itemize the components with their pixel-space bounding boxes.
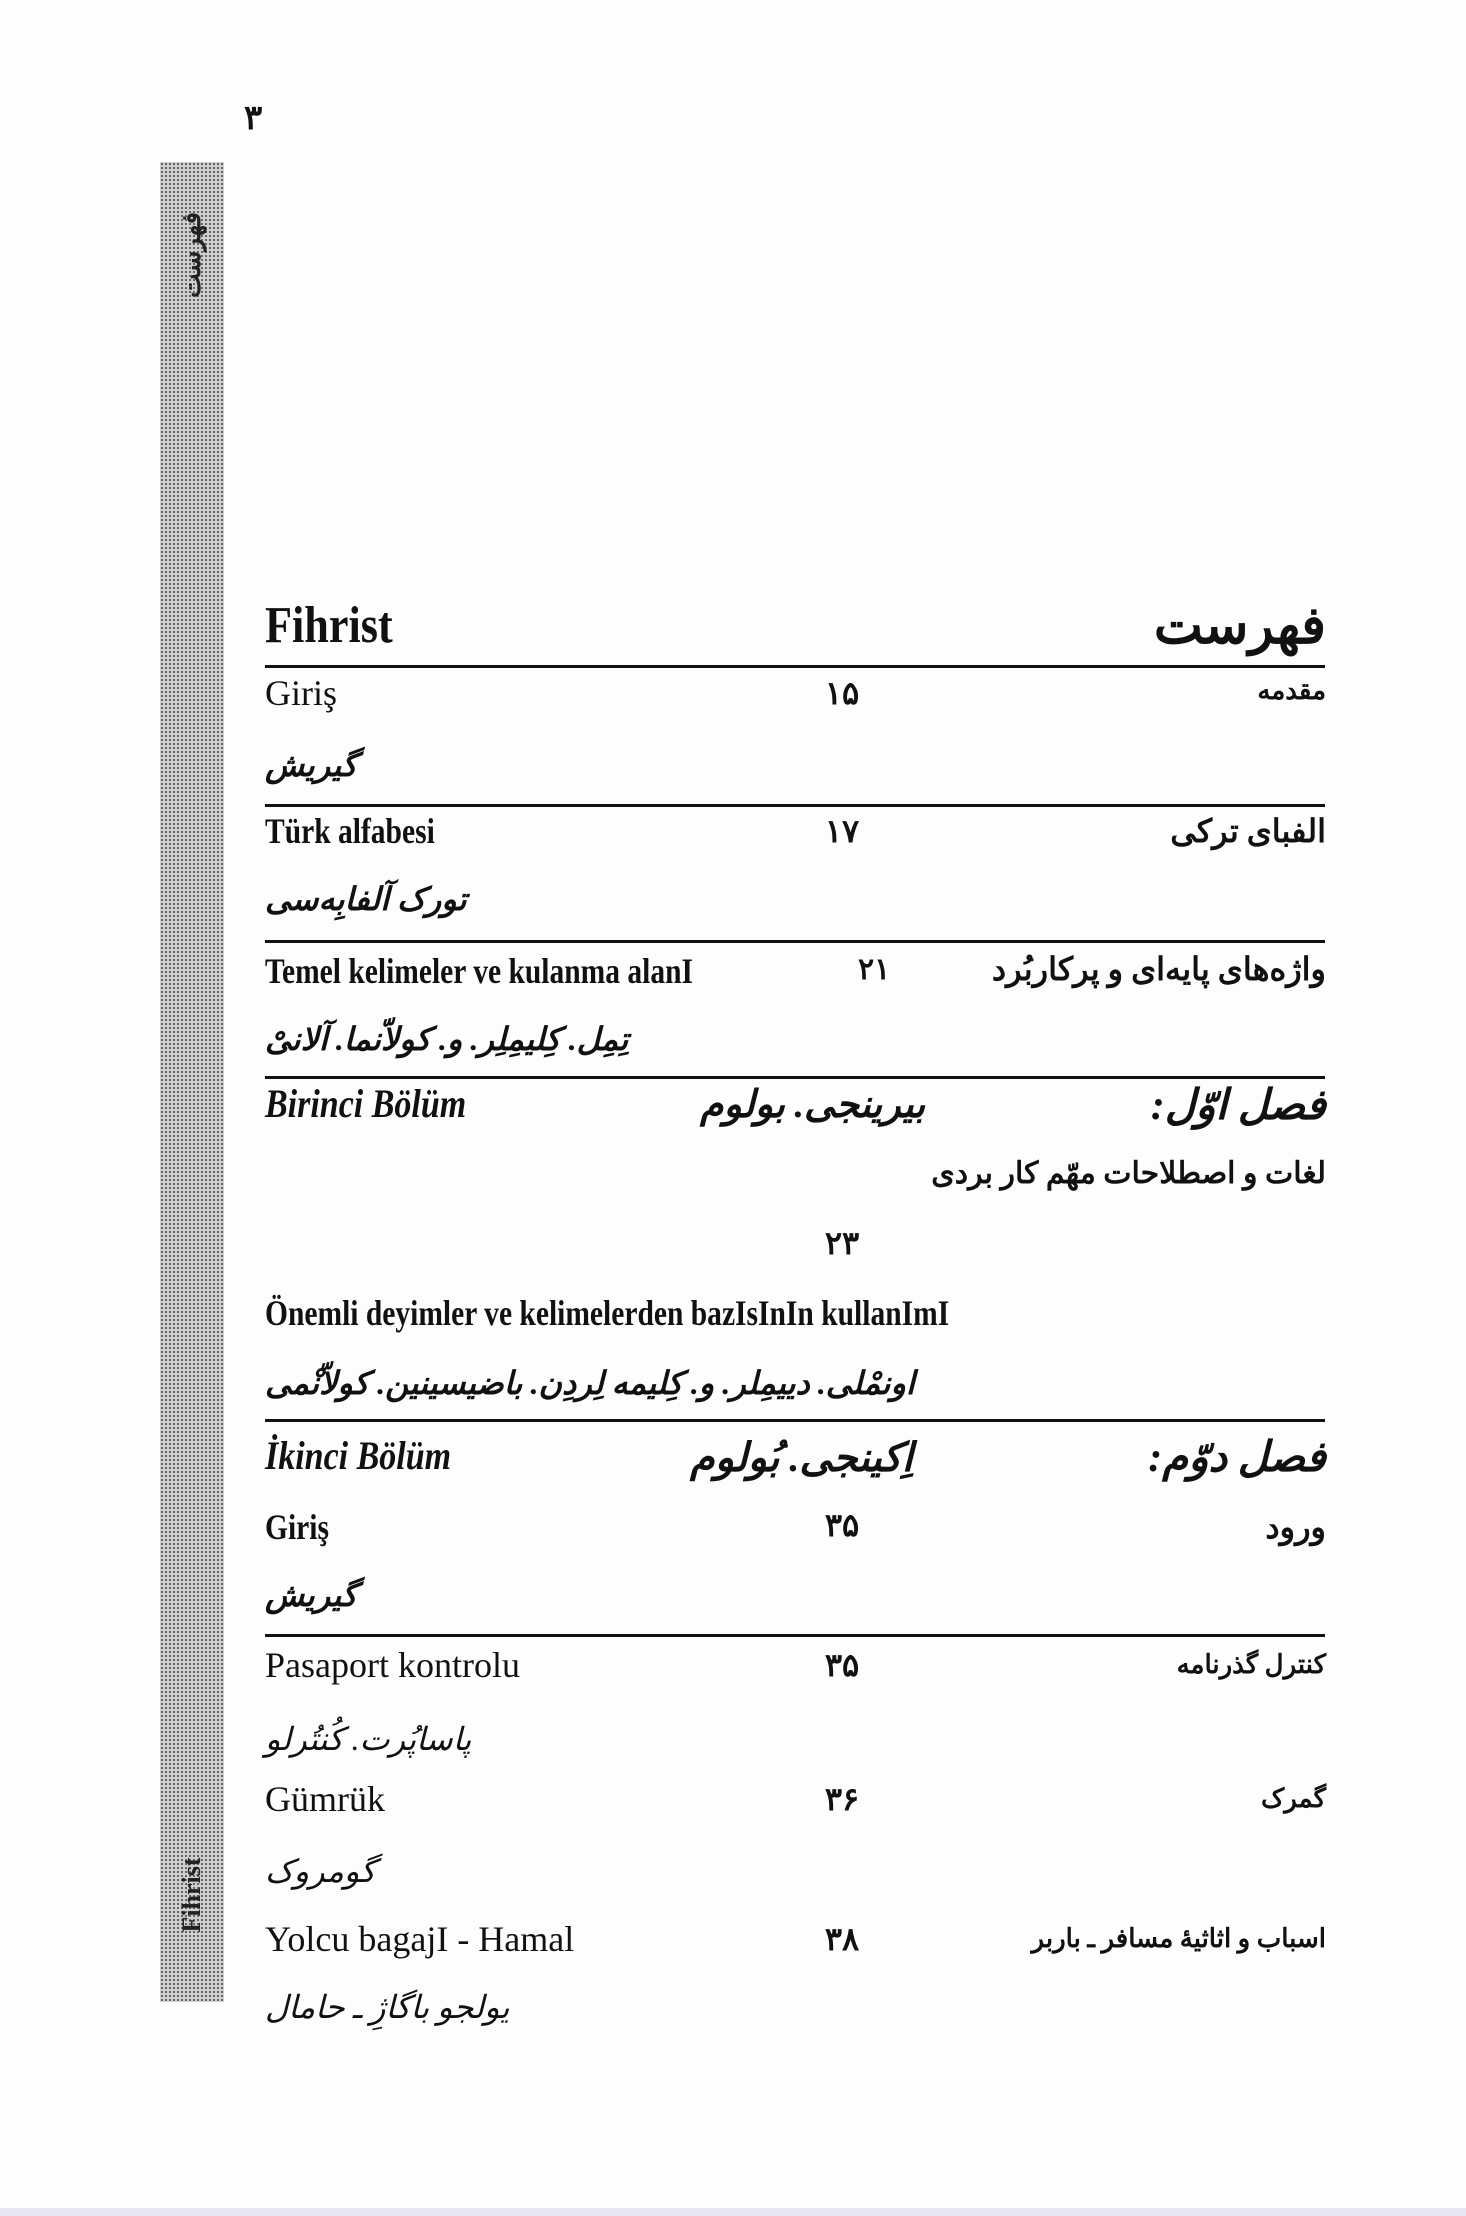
entry-transliteration: پاساپُرت. کُنتُرلو [265,1721,472,1757]
scan-edge [0,2208,1466,2216]
entry-transliteration: گومروک [265,1853,376,1889]
title-persian: فهرست [1153,598,1326,655]
section1-page: ۲۳ [824,1225,860,1261]
entry-turkish: Gümrük [265,1779,385,1819]
entry-persian: ورود [1265,1509,1326,1545]
section1-subtitle-transliteration: اونمْلی. دییمِلر. و. کِلیمه لِردِن. باضیسینین. کولاّنْمی [265,1365,915,1401]
entry-page: ۱۷ [824,813,860,849]
entry-transliteration: یولجو باگاژِ ـ حامال [265,1989,510,2025]
entry-persian: اسباب و اثاثیهٔ مسافر ـ باربر [1031,1924,1326,1953]
divider [265,1419,1325,1422]
sidebar-top-label: فهرست [177,211,206,299]
title-turkish: Fihrist [265,597,393,654]
entry-transliteration: تِمِل. کِلیمِلِر. و. کولاّنما. آلانیْ [265,1021,629,1057]
entry-transliteration: گیریش [265,1577,358,1613]
section2-title-turkish: İkinci Bölüm [265,1433,452,1478]
divider [265,1634,1325,1637]
divider [265,1076,1325,1079]
entry-persian: الفبای ترکی [1170,813,1326,849]
entry-transliteration: گیریش [265,747,358,783]
section1-title-persian: فصل اوّل: [1150,1083,1326,1129]
entry-page: ۳۵ [824,1647,860,1683]
entry-turkish: Giriş [265,673,337,713]
entry-page: ۳۵ [824,1507,860,1543]
section2-title-transliteration: اِکینجی. بُولوم [690,1435,913,1480]
entry-turkish: Giriş [265,1507,329,1547]
entry-page: ۱۵ [824,675,860,711]
entry-persian: مقدمه [1257,676,1326,705]
sidebar-bottom-label: Fihrist [177,1857,206,1933]
entry-turkish: Temel kelimeler ve kulanma alanI [265,951,694,991]
entry-turkish: Türk alfabesi [265,811,435,851]
entry-persian: گمرک [1260,1784,1326,1813]
section1-title-transliteration: بیرینجی. بولوم [700,1084,926,1126]
entry-turkish: Yolcu bagajI - Hamal [265,1919,575,1959]
section1-title-turkish: Birinci Bölüm [265,1081,467,1126]
divider [265,940,1325,943]
section1-subtitle-turkish: Önemli deyimler ve kelimelerden bazIsInIn kullanImI [265,1293,950,1333]
entry-page: ۲۱ [858,953,891,986]
divider [265,665,1325,668]
entry-persian: واژه‌های پایه‌ای و پرکاربُرد [991,951,1326,987]
divider [265,804,1325,807]
page-number: ۳ [244,100,263,137]
entry-persian: کنترل گذرنامه [1176,1650,1326,1679]
entry-page: ۳۸ [824,1921,860,1957]
section2-title-persian: فصل دوّم: [1148,1435,1326,1481]
entry-transliteration: تورک آلفابِه‌سی [265,881,467,917]
entry-turkish: Pasaport kontrolu [265,1645,520,1685]
sidebar-tab [160,162,224,2002]
entry-page: ۳۶ [824,1781,860,1817]
section1-subtitle-persian: لغات و اصطلاحات مهّم کار بردی [931,1157,1326,1190]
